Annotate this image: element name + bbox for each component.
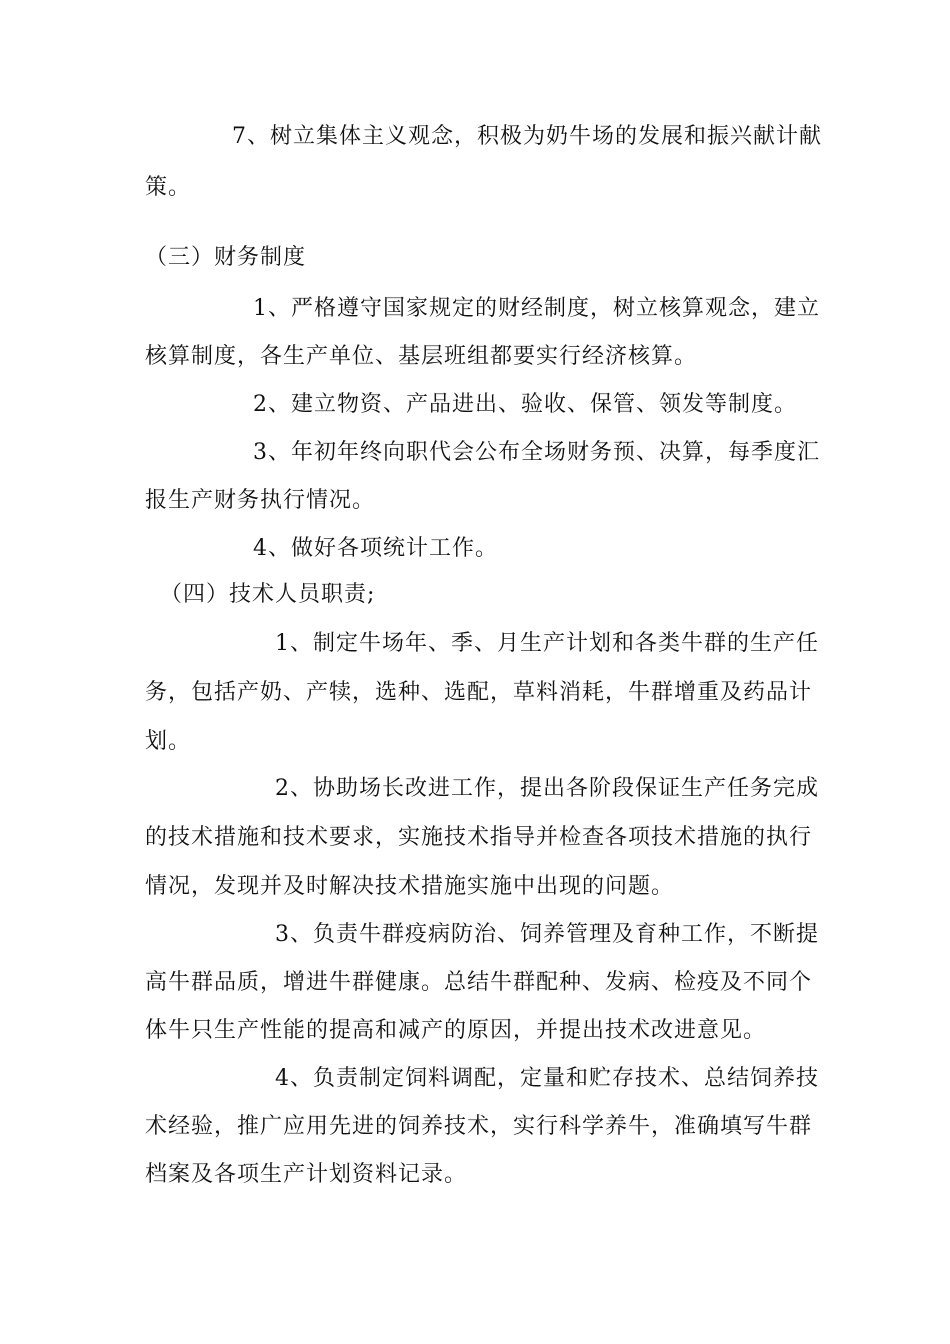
tech-item-2-line-1: 2、协助场长改进工作，提出各阶段保证生产任务完成 — [275, 776, 819, 801]
tech-item-3-line-1: 3、负责牛群疫病防治、饲养管理及育种工作，不断提 — [275, 922, 819, 947]
finance-item-3-line-2: 报生产财务执行情况。 — [145, 488, 376, 513]
tech-item-4-line-3: 档案及各项生产计划资料记录。 — [145, 1162, 468, 1187]
finance-item-2: 2、建立物资、产品进出、验收、保管、领发等制度。 — [253, 392, 797, 417]
section-heading-technical-staff: （四）技术人员职责; — [160, 582, 376, 607]
item-7-line-2: 策。 — [145, 175, 192, 200]
tech-item-4-line-2: 术经验，推广应用先进的饲养技术，实行科学养牛，准确填写牛群 — [145, 1114, 813, 1139]
tech-item-2-line-2: 的技术措施和技术要求，实施技术指导并检查各项技术措施的执行 — [145, 825, 813, 850]
tech-item-1-line-3: 划。 — [145, 729, 192, 754]
finance-item-4: 4、做好各项统计工作。 — [253, 536, 498, 561]
finance-item-1-line-2: 核算制度，各生产单位、基层班组都要实行经济核算。 — [145, 344, 698, 369]
tech-item-3-line-3: 体牛只生产性能的提高和减产的原因，并提出技术改进意见。 — [145, 1018, 767, 1043]
finance-item-3-line-1: 3、年初年终向职代会公布全场财务预、决算，每季度汇 — [253, 440, 820, 465]
tech-item-1-line-2: 务，包括产奶、产犊，选种、选配，草料消耗，牛群增重及药品计 — [145, 680, 813, 705]
item-7-line-1: 7、树立集体主义观念，积极为奶牛场的发展和振兴献计献 — [232, 124, 822, 149]
section-heading-finance: （三）财务制度 — [145, 245, 307, 270]
finance-item-1-line-1: 1、严格遵守国家规定的财经制度，树立核算观念，建立 — [253, 296, 820, 321]
tech-item-2-line-3: 情况，发现并及时解决技术措施实施中出现的问题。 — [145, 874, 675, 899]
tech-item-3-line-2: 高牛群品质，增进牛群健康。总结牛群配种、发病、检疫及不同个 — [145, 970, 813, 995]
tech-item-1-line-1: 1、制定牛场年、季、月生产计划和各类牛群的生产任 — [275, 631, 819, 656]
tech-item-4-line-1: 4、负责制定饲料调配，定量和贮存技术、总结饲养技 — [275, 1066, 819, 1091]
